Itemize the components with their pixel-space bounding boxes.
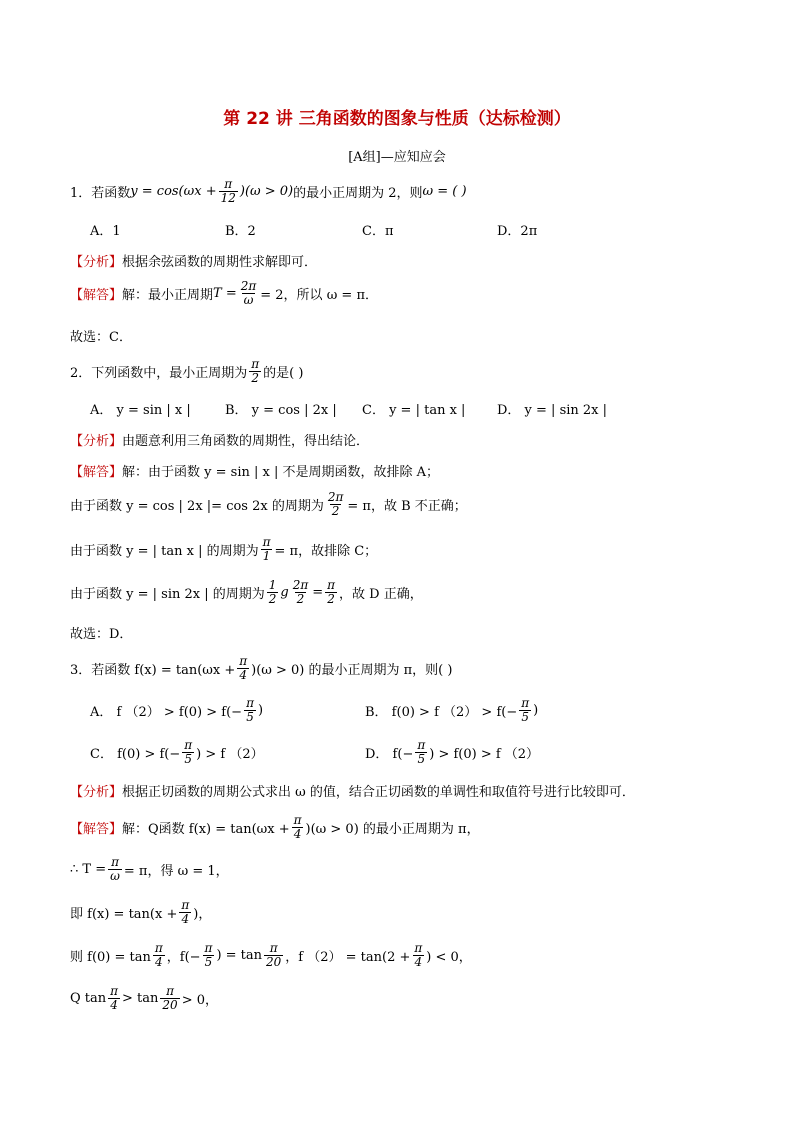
q2-solution-g: g [280, 584, 289, 600]
frac-den: 12 [220, 190, 236, 205]
q3-analysis-text: 根据正切函数的周期公式求出 ω 的值，结合正切函数的单调性和取值符号进行比较即可． [122, 785, 635, 800]
q3-solution-tail: )(ω > 0) 的最小正周期为 π， [305, 821, 480, 837]
frac-num: π [251, 357, 260, 371]
frac-num: π [110, 984, 119, 998]
q3-solution-3 [70, 899, 211, 925]
q3-solution-tail: > 0， [181, 992, 218, 1008]
q3-solution-text: ) = tan [216, 947, 263, 963]
frac-den: ω [110, 868, 120, 883]
option-text: ) [257, 702, 264, 718]
q1-stem-text-2: 的最小正周期为 2，则 [293, 185, 423, 201]
q1-option-d: D．2π [497, 224, 538, 239]
q3-solution-fraction [264, 942, 283, 968]
q3-solution-fraction [179, 899, 191, 925]
frac-den: 1 [262, 548, 271, 563]
frac-num: π [239, 654, 248, 668]
frac-den: 2 [251, 370, 260, 385]
frac-den: 20 [266, 954, 282, 969]
answer-tag: 【解答】 [70, 821, 123, 837]
frac-num: 2π [327, 490, 344, 504]
q3-stem-text-2: )(ω > 0) 的最小正周期为 π，则( ) [251, 662, 453, 678]
frac-num: π [184, 738, 193, 752]
frac-num: 1 [268, 578, 277, 592]
q3-analysis [70, 781, 635, 800]
q3-solution-text: ∴ T = [70, 861, 107, 877]
q2-stem-text-2: 的是( ) [263, 365, 304, 381]
frac-den: 20 [162, 997, 178, 1012]
q3-solution-tail: ) < 0， [426, 949, 472, 965]
option-text: ) > f(0) > f （2） [429, 746, 540, 762]
option-fraction [182, 739, 194, 765]
option-text: D． f(− [365, 746, 414, 762]
q1-solution-tail: = 2，所以 ω = π． [260, 287, 378, 303]
frac-num: π [293, 813, 302, 827]
q3-solution-fraction [108, 856, 122, 882]
option-fraction [519, 697, 531, 723]
answer-tag: 【解答】 [70, 465, 123, 480]
q3-solution-4 [70, 942, 472, 968]
page-title: 第 22 讲 三角函数的图象与性质（达标检测） [223, 109, 571, 129]
q1-analysis-text: 根据余弦函数的周期性求解即可． [122, 255, 318, 270]
frac-num: 2π [240, 279, 257, 293]
q3-solution-5 [70, 985, 218, 1011]
frac-den: 4 [414, 954, 423, 969]
q2-solution-4 [70, 579, 423, 605]
q2-stem-text: 2．下列函数中，最小正周期为 [70, 365, 248, 381]
frac-den: 4 [155, 954, 163, 969]
frac-num: π [166, 984, 174, 998]
q3-option-c [90, 739, 264, 765]
q2-solution-tail: = π，故 B 不正确； [347, 498, 467, 514]
analysis-tag: 【分析】 [70, 785, 123, 800]
frac-num: π [224, 177, 233, 191]
option-text: ) > f （2） [196, 746, 264, 762]
option-text: A． f （2） > f(0) > f(− [90, 704, 243, 720]
q1-option-c: C．π [362, 224, 394, 239]
q2-choice: 故选：D． [70, 627, 133, 642]
q3-solution-text: 则 f(0) = tan [70, 949, 151, 965]
q2-solution-fraction [261, 536, 273, 562]
frac-den: 2 [296, 591, 305, 606]
q3-solution-text: ，f （2） = tan(2 + [285, 949, 411, 965]
q1-stem-text-3: ω = ( ) [422, 183, 467, 199]
frac-num: π [327, 578, 336, 592]
q2-solution-eq: = [312, 584, 324, 600]
analysis-tag: 【分析】 [70, 434, 123, 449]
frac-num: π [414, 941, 423, 955]
frac-den: 4 [239, 667, 247, 682]
q1-formula-tail: )(ω > 0) [239, 183, 294, 199]
frac-num: π [417, 738, 426, 752]
q2-option-a: A． y = sin | x | [90, 403, 191, 418]
q1-solution-fraction [239, 280, 259, 306]
frac-num: π [111, 855, 119, 869]
q3-option-b [365, 697, 538, 723]
frac-den: 5 [417, 751, 426, 766]
q3-solution-fraction [160, 985, 179, 1011]
frac-den: ω [243, 292, 254, 307]
frac-num: π [269, 941, 278, 955]
frac-den: 2 [327, 591, 335, 606]
q2-solution-text: 由于函数 y = | sin 2x | 的周期为 [70, 586, 265, 602]
frac-num: 2π [292, 578, 309, 592]
frac-den: 2 [331, 503, 340, 518]
q3-solution-fraction [203, 942, 215, 968]
option-fraction [415, 739, 427, 765]
option-text: ) [533, 702, 539, 718]
q2-solution-fraction [326, 491, 346, 517]
q3-option-a [90, 697, 263, 723]
q2-solution-2 [70, 491, 467, 517]
q2-stem [70, 358, 303, 384]
answer-tag: 【解答】 [70, 287, 123, 303]
frac-den: 5 [246, 709, 254, 724]
frac-num: π [521, 696, 530, 710]
frac-den: 4 [181, 911, 190, 926]
q1-analysis [70, 251, 317, 270]
frac-num: π [181, 898, 190, 912]
option-text: B． f(0) > f （2） > f(− [365, 704, 518, 720]
q3-solution-tail: )， [193, 906, 212, 922]
q2-solution-tail: ，故 D 正确， [339, 586, 423, 602]
q1-option-b: B．2 [225, 224, 256, 239]
q2-solution-tail: = π，故排除 C； [274, 543, 378, 559]
q3-solution-text: 即 f(x) = tan(x + [70, 906, 178, 922]
q1-solution-formula: T = [213, 285, 237, 301]
q2-option-b: B． y = cos | 2x | [225, 403, 337, 418]
frac-den: 5 [184, 751, 193, 766]
q2-solution-3 [70, 536, 377, 562]
option-fraction [244, 697, 256, 723]
q3-solution-text: > tan [122, 990, 159, 1006]
q3-solution-2 [70, 856, 229, 882]
q3-solution-fraction [292, 814, 304, 840]
q2-solution-fraction [291, 579, 311, 605]
group-heading: [A组]—应知应会 [348, 150, 446, 165]
frac-den: 5 [521, 709, 529, 724]
q2-solution-text: 解：由于函数 y = sin | x | 不是周期函数，故排除 A； [122, 465, 439, 480]
q1-stem [70, 178, 467, 204]
analysis-tag: 【分析】 [70, 255, 123, 270]
frac-num: π [204, 941, 213, 955]
q1-option-a: A．1 [90, 224, 121, 239]
q1-solution-text: 解：最小正周期 [122, 287, 214, 303]
frac-num: π [262, 535, 271, 549]
q1-choice: 故选：C． [70, 330, 132, 345]
q3-option-d [365, 739, 539, 765]
option-text: C． f(0) > f(− [90, 746, 181, 762]
frac-den: 2 [268, 591, 277, 606]
q3-fraction [237, 655, 249, 681]
q2-solution-fraction [267, 579, 279, 605]
frac-den: 4 [293, 826, 302, 841]
q3-stem-text: 3．若函数 f(x) = tan(ωx + [70, 662, 236, 678]
q1-fraction [219, 178, 238, 204]
frac-den: 5 [204, 954, 213, 969]
frac-num: π [246, 696, 254, 710]
q2-fraction [249, 358, 261, 384]
q1-formula: y = cos(ωx + [130, 183, 217, 199]
q2-solution-fraction [325, 579, 337, 605]
frac-den: 4 [110, 997, 118, 1012]
q2-option-d: D． y = | sin 2x | [497, 403, 608, 418]
frac-num: π [154, 941, 163, 955]
q3-solution-text: Q tan [70, 990, 107, 1006]
q2-option-c: C． y = | tan x | [362, 403, 466, 418]
q3-solution-text: 解：Q函数 f(x) = tan(ωx + [122, 821, 290, 837]
q1-solution [70, 280, 378, 306]
q3-solution-fraction [412, 942, 424, 968]
q2-analysis-text: 由题意利用三角函数的周期性，得出结论． [122, 434, 370, 449]
q2-solution-text: 由于函数 y = cos | 2x |= cos 2x 的周期为 [70, 498, 324, 514]
q1-stem-text: 1．若函数 [70, 185, 131, 201]
q3-solution-text: ，f(− [166, 949, 201, 965]
q2-solution-text: 由于函数 y = | tan x | 的周期为 [70, 543, 259, 559]
q3-solution-1 [70, 814, 480, 840]
q2-solution-1 [70, 461, 439, 480]
q2-analysis [70, 430, 369, 449]
q3-stem [70, 655, 452, 681]
q3-solution-fraction [153, 942, 165, 968]
q3-solution-tail: = π，得 ω = 1， [123, 863, 229, 879]
q3-solution-fraction [108, 985, 120, 1011]
